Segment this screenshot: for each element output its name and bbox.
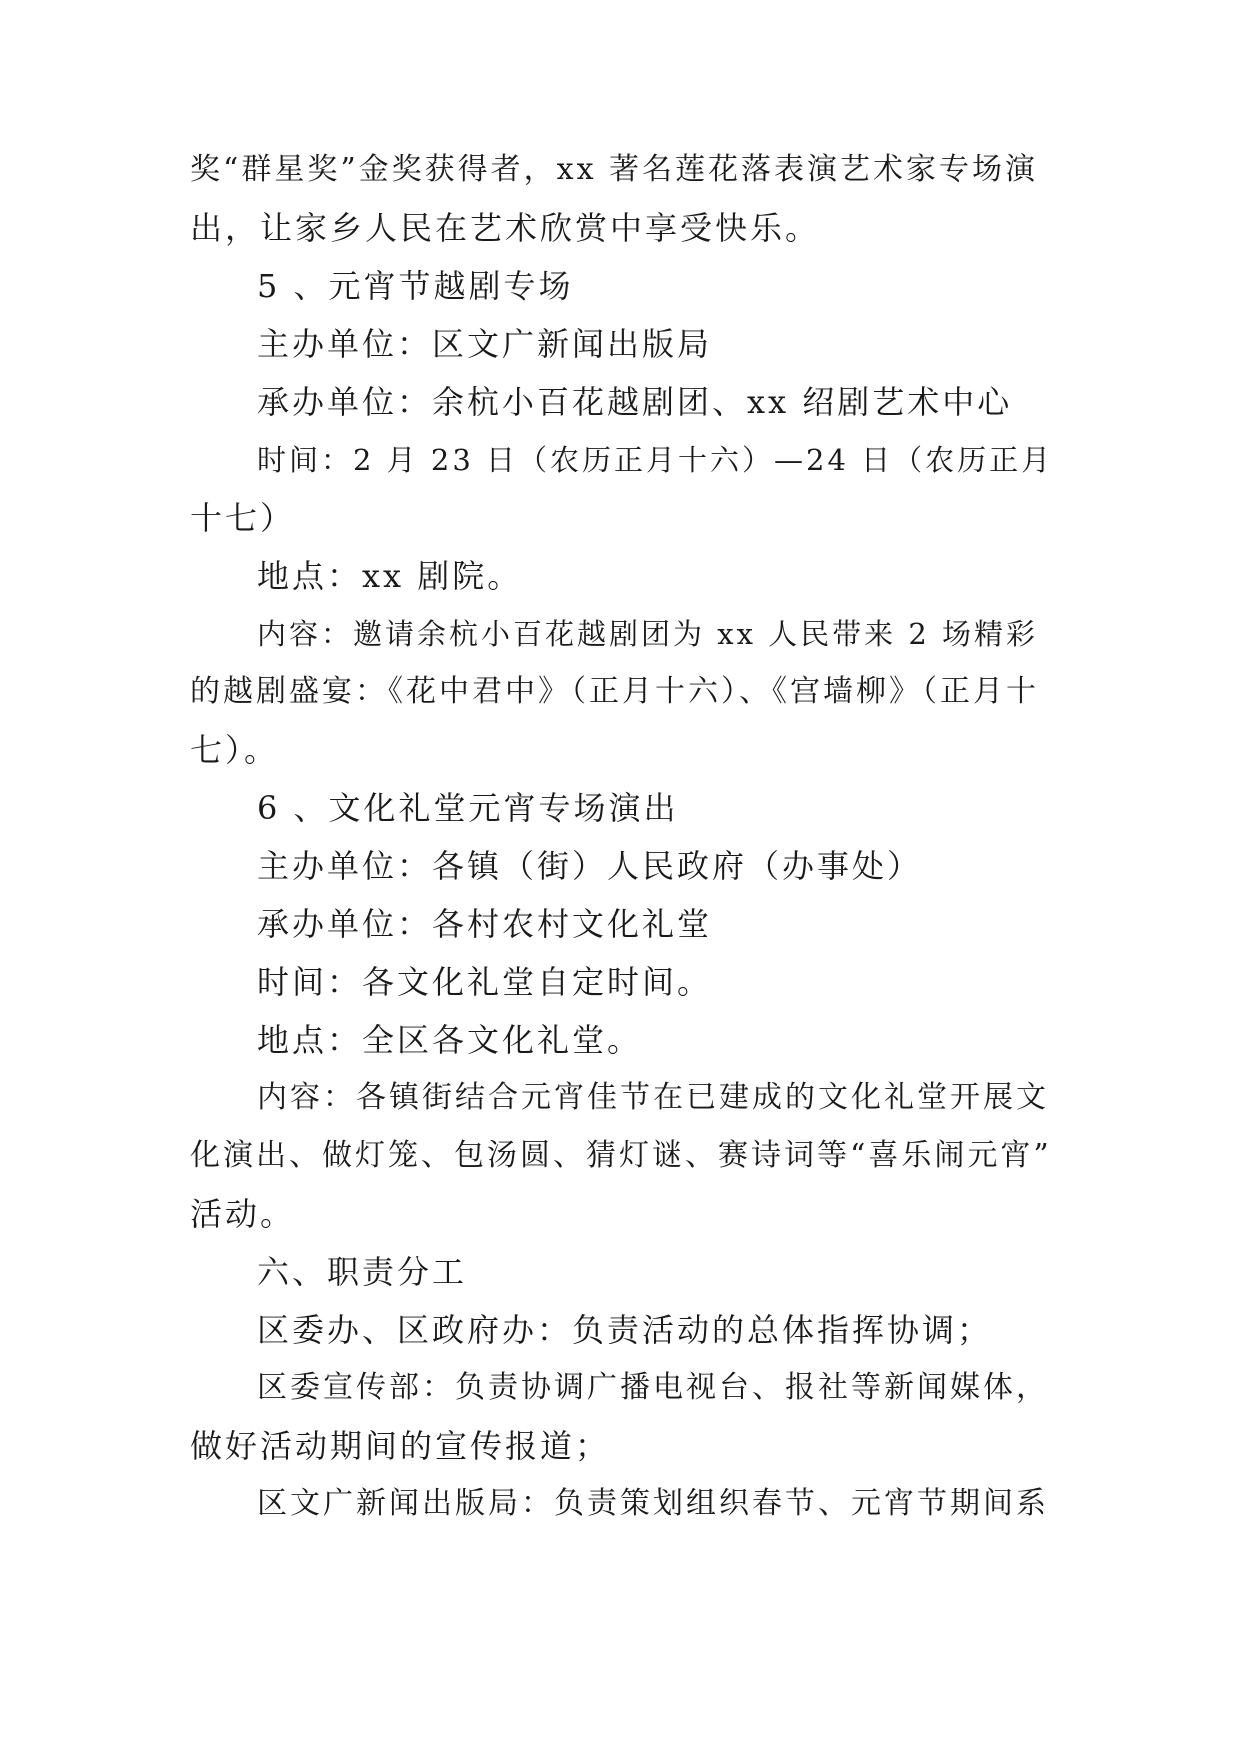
paragraph-line: 区委宣传部：负责协调广播电视台、报社等新闻媒体， (257, 1370, 1049, 1405)
paragraph-line: 的越剧盛宴：《花中君中》（正月十六）、《宫墙柳》（正月十 (190, 674, 1039, 709)
paragraph-line: 主办单位：各镇（街）人民政府（办事处） (257, 847, 923, 885)
paragraph-line: 区文广新闻出版局：负责策划组织春节、元宵节期间系 (257, 1486, 1049, 1521)
paragraph-line: 奖“群星奖”金奖获得者，xx 著名莲花落表演艺术家专场演 (190, 152, 1039, 187)
paragraph-line: 活动。 (190, 1195, 296, 1233)
paragraph-line: 承办单位：余杭小百花越剧团、xx 绍剧艺术中心 (257, 383, 1013, 421)
paragraph-line: 主办单位：区文广新闻出版局 (257, 325, 713, 363)
paragraph-line: 承办单位：各村农村文化礼堂 (257, 905, 713, 943)
paragraph-line: 七）。 (190, 731, 280, 769)
paragraph-line: 出，让家乡人民在艺术欣赏中享受快乐。 (190, 209, 821, 247)
paragraph-line: 地点：xx 剧院。 (257, 557, 523, 595)
paragraph-line: 化演出、做灯笼、包汤圆、猜灯谜、赛诗词等“喜乐闹元宵” (190, 1138, 1052, 1173)
paragraph-line: 内容：各镇街结合元宵佳节在已建成的文化礼堂开展文 (257, 1080, 1049, 1115)
section-heading: 六、职责分工 (257, 1253, 468, 1291)
paragraph-line: 做好活动期间的宣传报道； (190, 1427, 611, 1465)
paragraph-line: 时间：2 月 23 日（农历正月十六）—24 日（农历正月 (257, 443, 1054, 477)
paragraph-line: 地点：全区各文化礼堂。 (257, 1021, 643, 1059)
paragraph-line: 十七） (190, 499, 296, 537)
paragraph-line: 内容：邀请余杭小百花越剧团为 xx 人民带来 2 场精彩 (257, 617, 1039, 651)
section-heading: 6 、文化礼堂元宵专场演出 (257, 789, 679, 827)
paragraph-line: 时间：各文化礼堂自定时间。 (257, 963, 713, 1001)
section-heading: 5 、元宵节越剧专场 (257, 267, 574, 305)
paragraph-line: 区委办、区政府办：负责活动的总体指挥协调； (257, 1311, 993, 1349)
